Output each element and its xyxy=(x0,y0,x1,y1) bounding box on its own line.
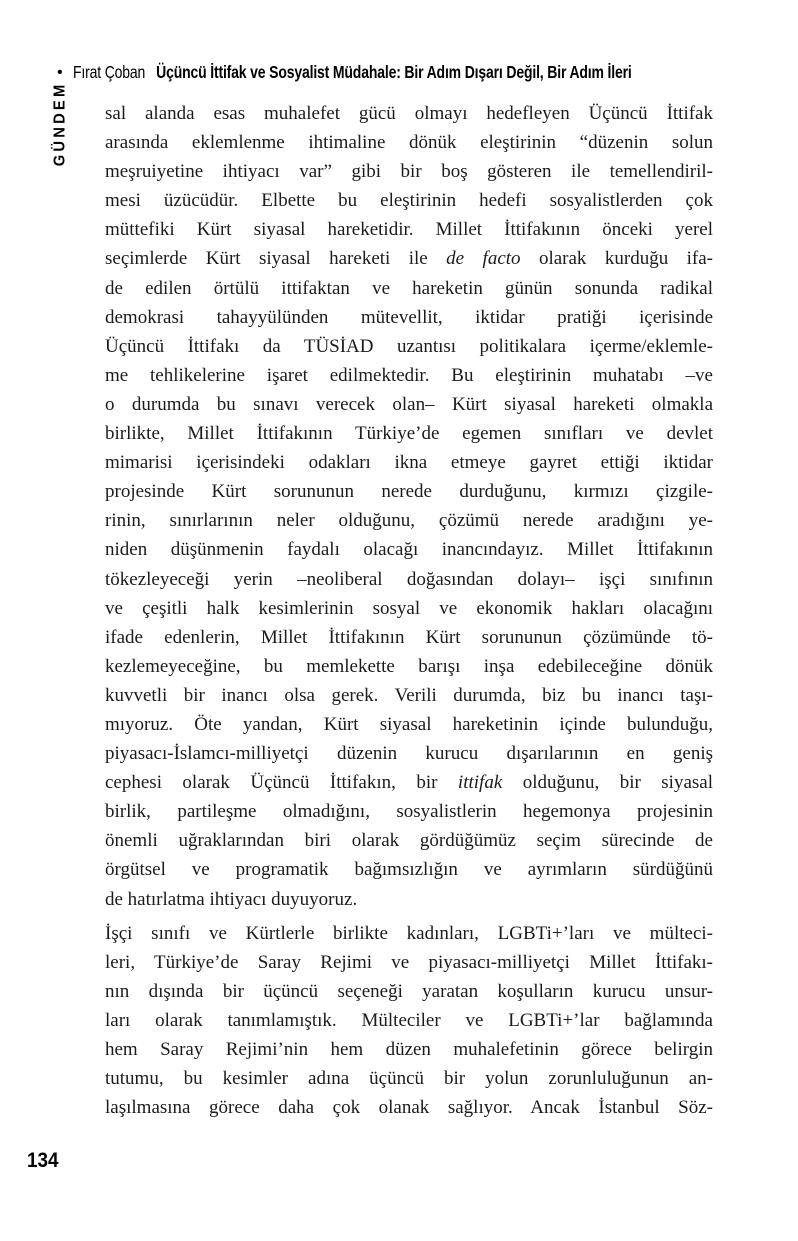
text-run: önemli uğraklarından biri olarak gördüğümüz seçim sürecinde de xyxy=(105,830,713,852)
body-line xyxy=(105,977,713,1006)
body-text xyxy=(105,99,713,1122)
text-run: mesi üzücüdür. Elbette bu eleştirinin hedefi sosyalistlerden çok xyxy=(105,190,713,212)
text-run: me tehlikelerine işaret edilmektedir. Bu eleştirinin muhatabı –ve xyxy=(105,364,713,386)
text-run: mıyoruz. Öte yandan, Kürt siyasal hareketinin içinde bulunduğu, xyxy=(105,713,713,735)
text-run: leri, Türkiye’de Saray Rejimi ve piyasacı-milliyetçi Millet İttifakı- xyxy=(105,951,713,973)
body-line xyxy=(105,1093,713,1122)
body-line xyxy=(105,565,713,594)
text-run: seçimlerde Kürt siyasal hareketi ile xyxy=(105,248,447,270)
body-line xyxy=(105,448,713,477)
text-run: olarak kurduğu ifa- xyxy=(520,248,713,270)
header-text xyxy=(73,62,632,83)
text-run: de hatırlatma ihtiyacı duyuyoruz. xyxy=(105,888,358,910)
paragraph xyxy=(105,919,713,1123)
text-run: olduğunu, bir siyasal xyxy=(502,772,713,794)
body-line xyxy=(105,157,713,186)
text-run: niden düşünmenin faydalı olacağı inancındayız. Millet İttifakının xyxy=(105,539,713,561)
section-label-vertical: GÜNDEM xyxy=(51,81,69,167)
body-line xyxy=(105,1035,713,1064)
body-line xyxy=(105,681,713,710)
page-number-value: 134 xyxy=(27,1149,59,1172)
text-run: örgütsel ve programatik bağımsızlığın ve ayrımların sürdüğünü xyxy=(105,859,713,881)
body-line xyxy=(105,186,713,215)
text-run: Üçüncü İttifakı da TÜSİAD uzantısı politikalara içerme/eklemle- xyxy=(105,335,713,357)
text-run: ları olarak tanımlamıştık. Mülteciler ve LGBTi+’lar bağlamında xyxy=(105,1009,713,1031)
body-line xyxy=(105,244,713,273)
page-number xyxy=(27,1149,62,1173)
text-run: meşruiyetine ihtiyacı var” gibi bir boş gösteren ile temellendiril- xyxy=(105,161,713,183)
text-run: sal alanda esas muhalefet gücü olmayı hedefleyen Üçüncü İttifak xyxy=(105,103,713,124)
text-run: cephesi olarak Üçüncü İttifakın, bir xyxy=(105,772,458,794)
text-run: tutumu, bu kesimler adına üçüncü bir yolun zorunluluğunun an- xyxy=(105,1068,713,1090)
body-line xyxy=(105,99,713,128)
header-article-title: Üçüncü İttifak ve Sosyalist Müdahale: Bir Adım Dışarı Değil, Bir Adım İleri xyxy=(155,62,632,82)
italic-text: ittifak xyxy=(457,772,503,794)
italic-text: de facto xyxy=(446,248,521,270)
body-line xyxy=(105,332,713,361)
text-run: ve çeşitli halk kesimlerinin sosyal ve ekonomik hakları olacağını xyxy=(105,597,713,619)
text-run: ifade edenlerin, Millet İttifakının Kürt sorununun çözümünde tö- xyxy=(105,626,713,648)
text-run: arasında eklemlenme ihtimaline dönük eleştirinin “düzenin solun xyxy=(105,132,713,154)
running-header xyxy=(57,62,771,83)
body-line xyxy=(105,361,713,390)
body-line xyxy=(105,739,713,768)
text-run: müttefiki Kürt siyasal hareketidir. Millet İttifakının önceki yerel xyxy=(105,219,713,241)
text-run: piyasacı-İslamcı-milliyetçi düzenin kurucu dışarılarının en geniş xyxy=(105,743,713,765)
text-run: kuvvetli bir inancı olsa gerek. Verili durumda, biz bu inancı taşı- xyxy=(105,684,713,706)
text-run: laşılmasına görece daha çok olanak sağlıyor. Ancak İstanbul Söz- xyxy=(105,1097,713,1119)
body-line xyxy=(105,623,713,652)
body-line xyxy=(105,768,713,797)
text-run: de edilen örtülü ittifaktan ve hareketin günün sonunda radikal xyxy=(105,277,713,299)
body-line xyxy=(105,710,713,739)
text-run: demokrasi tahayyülünden mütevellit, iktidar pratiği içerisinde xyxy=(105,306,713,328)
text-run: hem Saray Rejimi’nin hem düzen muhalefetinin görece belirgin xyxy=(105,1039,713,1060)
body-line xyxy=(105,419,713,448)
text-run: projesinde Kürt sorununun nerede durduğunu, kırmızı çizgile- xyxy=(105,481,713,503)
body-line xyxy=(105,885,713,914)
body-line xyxy=(105,390,713,419)
body-line xyxy=(105,594,713,623)
body-line xyxy=(105,274,713,303)
text-run: rinin, sınırlarının neler olduğunu, çözümü nerede aradığını ye- xyxy=(105,510,713,532)
text-run: kezlemeyeceğine, bu memlekette barışı inşa edebileceğine dönük xyxy=(105,655,713,677)
body-line xyxy=(105,506,713,535)
body-line xyxy=(105,826,713,855)
body-line xyxy=(105,652,713,681)
header-author: Fırat Çoban xyxy=(72,62,145,82)
text-run: birlikte, Millet İttifakının Türkiye’de egemen sınıfları ve devlet xyxy=(105,423,713,445)
body-line xyxy=(105,948,713,977)
text-run: mimarisi içerisindeki odakları ikna etmeye gayret ettiği iktidar xyxy=(105,452,713,474)
body-line xyxy=(105,1006,713,1035)
text-run: o durumda bu sınavı verecek olan– Kürt siyasal hareketi olmakla xyxy=(105,393,713,415)
body-line xyxy=(105,303,713,332)
header-bullet-icon: • xyxy=(57,63,63,81)
body-line xyxy=(105,797,713,826)
text-run: birlik, partileşme olmadığını, sosyalistlerin hegemonya projesinin xyxy=(105,801,713,823)
paragraph xyxy=(105,99,713,914)
body-line xyxy=(105,919,713,948)
body-line xyxy=(105,535,713,564)
text-run: nın dışında bir üçüncü seçeneği yaratan koşulların kurucu unsur- xyxy=(105,980,713,1002)
text-run: İşçi sınıfı ve Kürtlerle birlikte kadınları, LGBTi+’ları ve mülteci- xyxy=(105,922,713,944)
body-line xyxy=(105,215,713,244)
body-line xyxy=(105,1064,713,1093)
body-line xyxy=(105,128,713,157)
text-run: tökezleyeceği yerin –neoliberal doğasından dolayı– işçi sınıfının xyxy=(105,568,713,590)
body-line xyxy=(105,477,713,506)
body-line xyxy=(105,855,713,884)
